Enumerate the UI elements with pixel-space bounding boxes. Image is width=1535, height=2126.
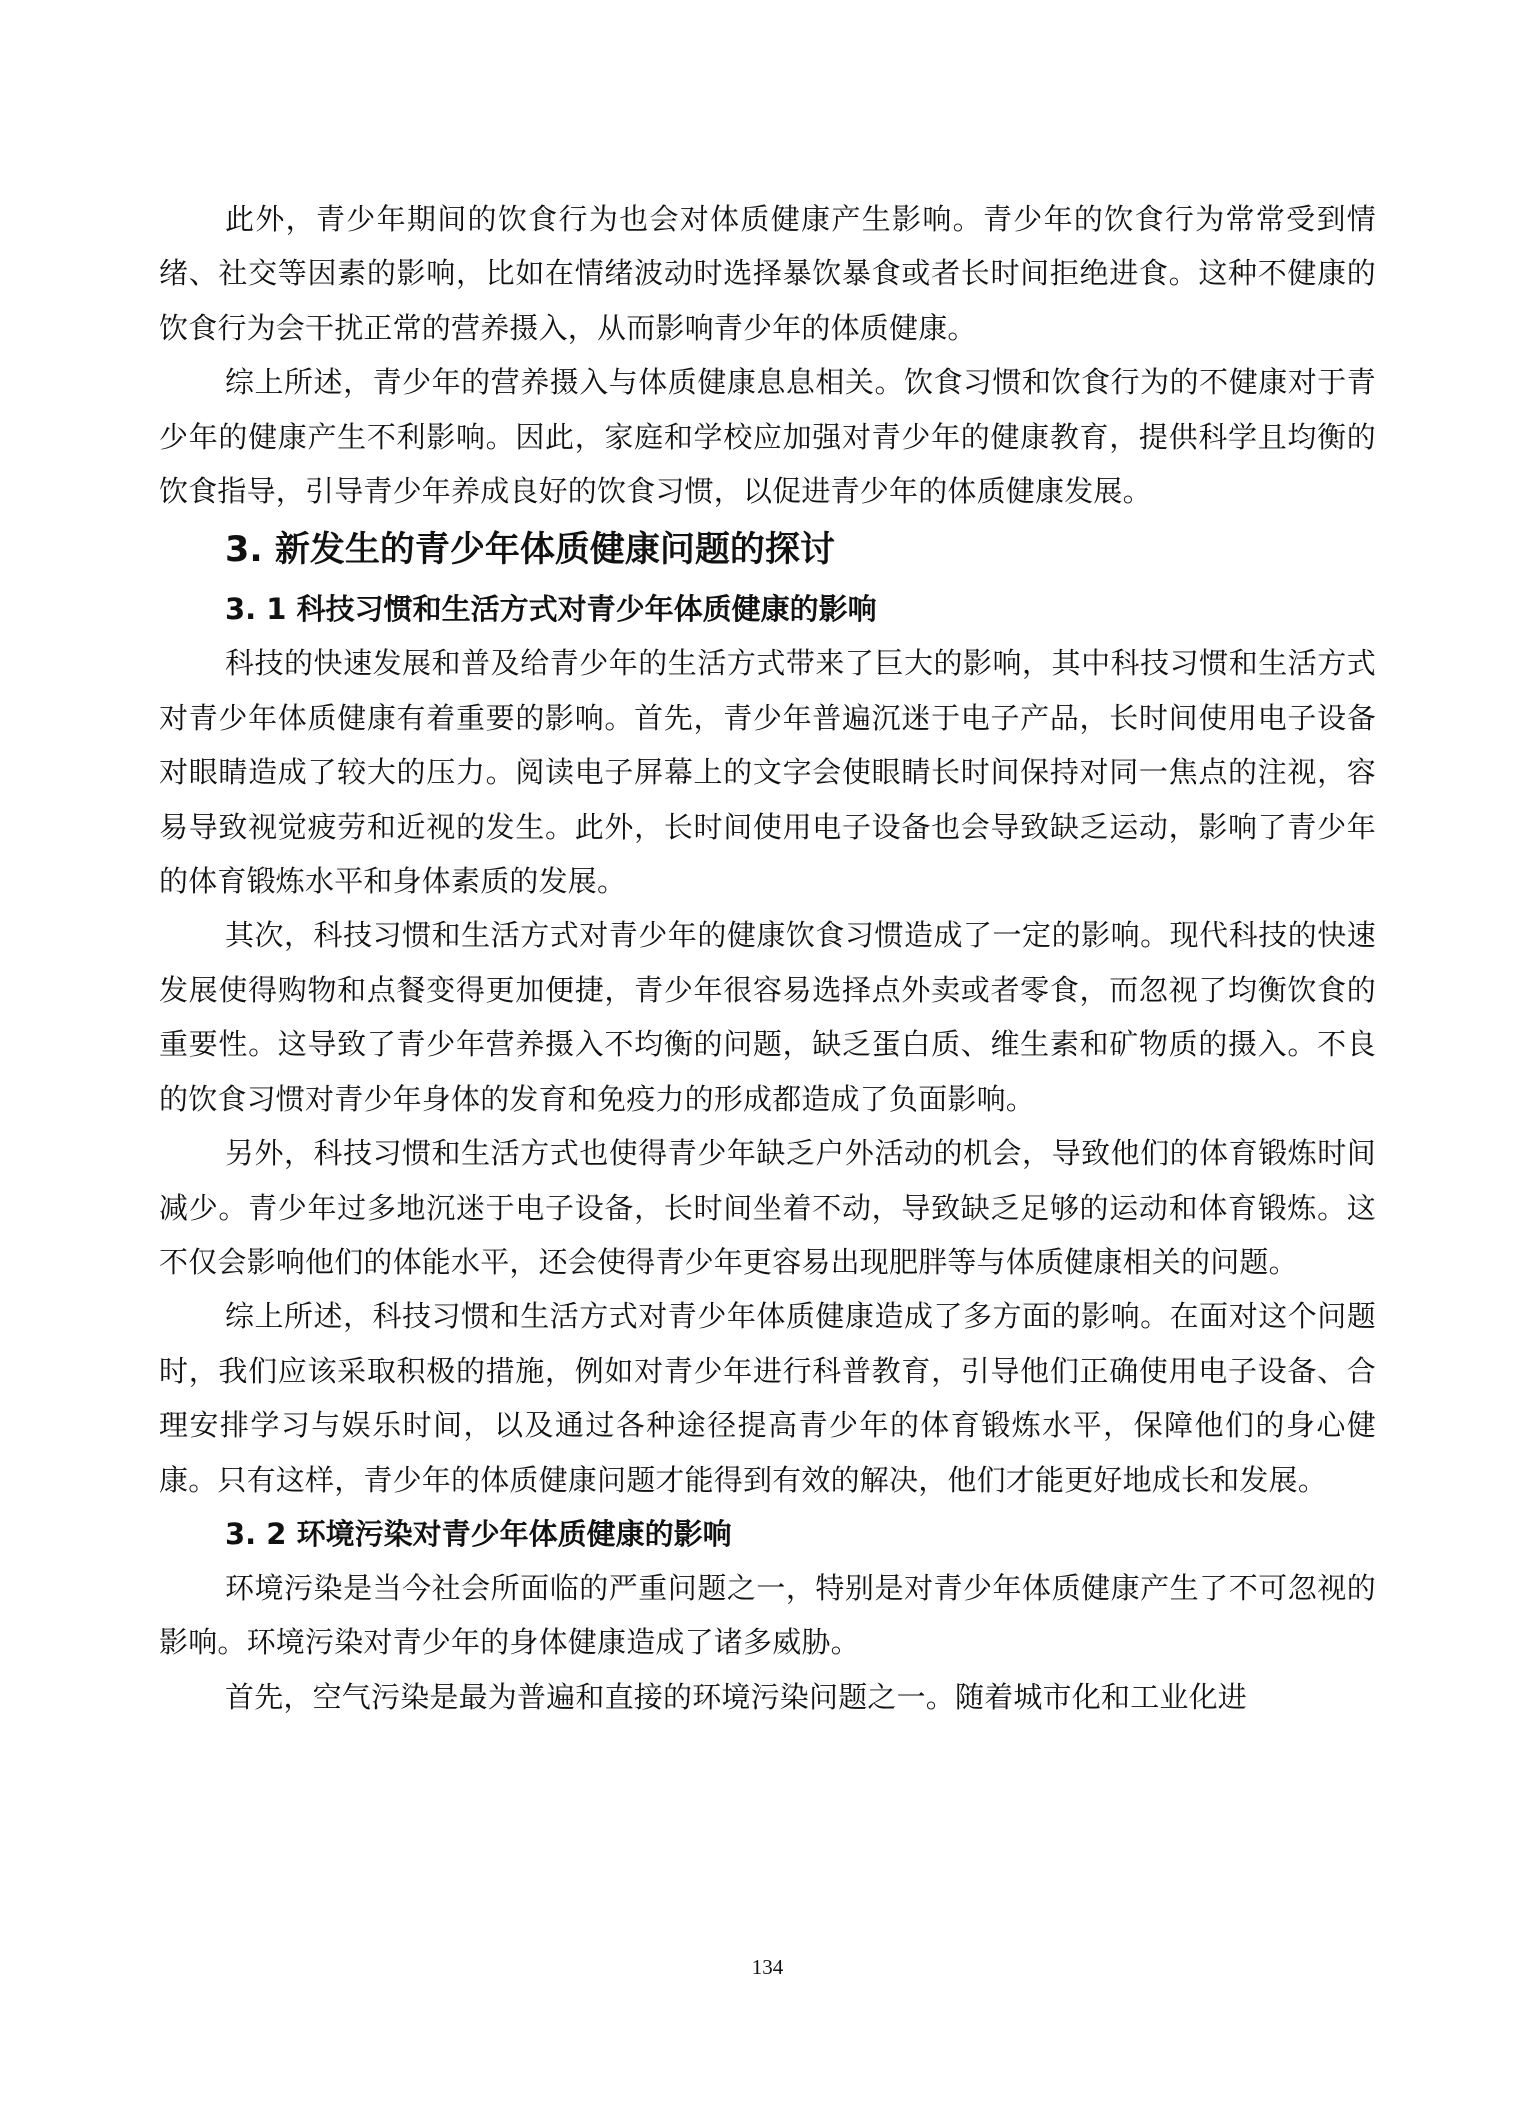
body-paragraph: 首先，空气污染是最为普遍和直接的环境污染问题之一。随着城市化和工业化进 [225,1679,1248,1714]
body-paragraph: 综上所述，青少年的营养摄入与体质健康息息相关。饮食习惯和饮食行为的不健康对于青少年的健康产生不利影响。因此，家庭和学校应加强对青少年的健康教育，提供科学且均衡的饮食指导，引导青少年养成良好的饮食习惯，以促进青少年的体质健康发展。 [159,365,1376,509]
body-paragraph: 另外，科技习惯和生活方式也使得青少年缺乏户外活动的机会，导致他们的体育锻炼时间减少。青少年过多地沉迷于电子设备，长时间坐着不动，导致缺乏足够的运动和体育锻炼。这不仅会影响他们的体能水平，还会使得青少年更容易出现肥胖等与体质健康相关的问题。 [159,1136,1376,1279]
body-paragraph: 科技的快速发展和普及给青少年的生活方式带来了巨大的影响，其中科技习惯和生活方式对青少年体质健康有着重要的影响。首先，青少年普遍沉迷于电子产品，长时间使用电子设备对眼睛造成了较大的压力。阅读电子屏幕上的文字会使眼睛长时间保持对同一焦点的注视，容易导致视觉疲劳和近视的发生。此外，长时间使用电子设备也会导致缺乏运动，影响了青少年的体育锻炼水平和身体素质的发展。 [159,646,1376,899]
section-heading: 3. 新发生的青少年体质健康问题的探讨 [225,530,835,571]
body-paragraph: 此外，青少年期间的饮食行为也会对体质健康产生影响。青少年的饮食行为常常受到情绪、社交等因素的影响，比如在情绪波动时选择暴饮暴食或者长时间拒绝进食。这种不健康的饮食行为会干扰正常的营养摄入，从而影响青少年的体质健康。 [159,202,1376,345]
body-paragraph: 综上所述，科技习惯和生活方式对青少年体质健康造成了多方面的影响。在面对这个问题时，我们应该采取积极的措施，例如对青少年进行科普教育，引导他们正确使用电子设备、合理安排学习与娱乐时间，以及通过各种途径提高青少年的体育锻炼水平，保障他们的身心健康。只有这样，青少年的体质健康问题才能得到有效的解决，他们才能更好地成长和发展。 [159,1299,1376,1497]
body-paragraph: 其次，科技习惯和生活方式对青少年的健康饮食习惯造成了一定的影响。现代科技的快速发展使得购物和点餐变得更加便捷，青少年很容易选择点外卖或者零食，而忽视了均衡饮食的重要性。这导致了青少年营养摄入不均衡的问题，缺乏蛋白质、维生素和矿物质的摄入。不良的饮食习惯对青少年身体的发育和免疫力的形成都造成了负面影响。 [159,918,1376,1116]
body-paragraph: 环境污染是当今社会所面临的严重问题之一，特别是对青少年体质健康产生了不可忽视的影响。环境污染对青少年的身体健康造成了诸多威胁。 [159,1570,1376,1660]
page-number: 134 [751,1955,784,1979]
subsection-heading: 3. 1 科技习惯和生活方式对青少年体质健康的影响 [225,592,877,627]
page-content [159,192,1376,1724]
subsection-heading: 3. 2 环境污染对青少年体质健康的影响 [225,1516,732,1551]
